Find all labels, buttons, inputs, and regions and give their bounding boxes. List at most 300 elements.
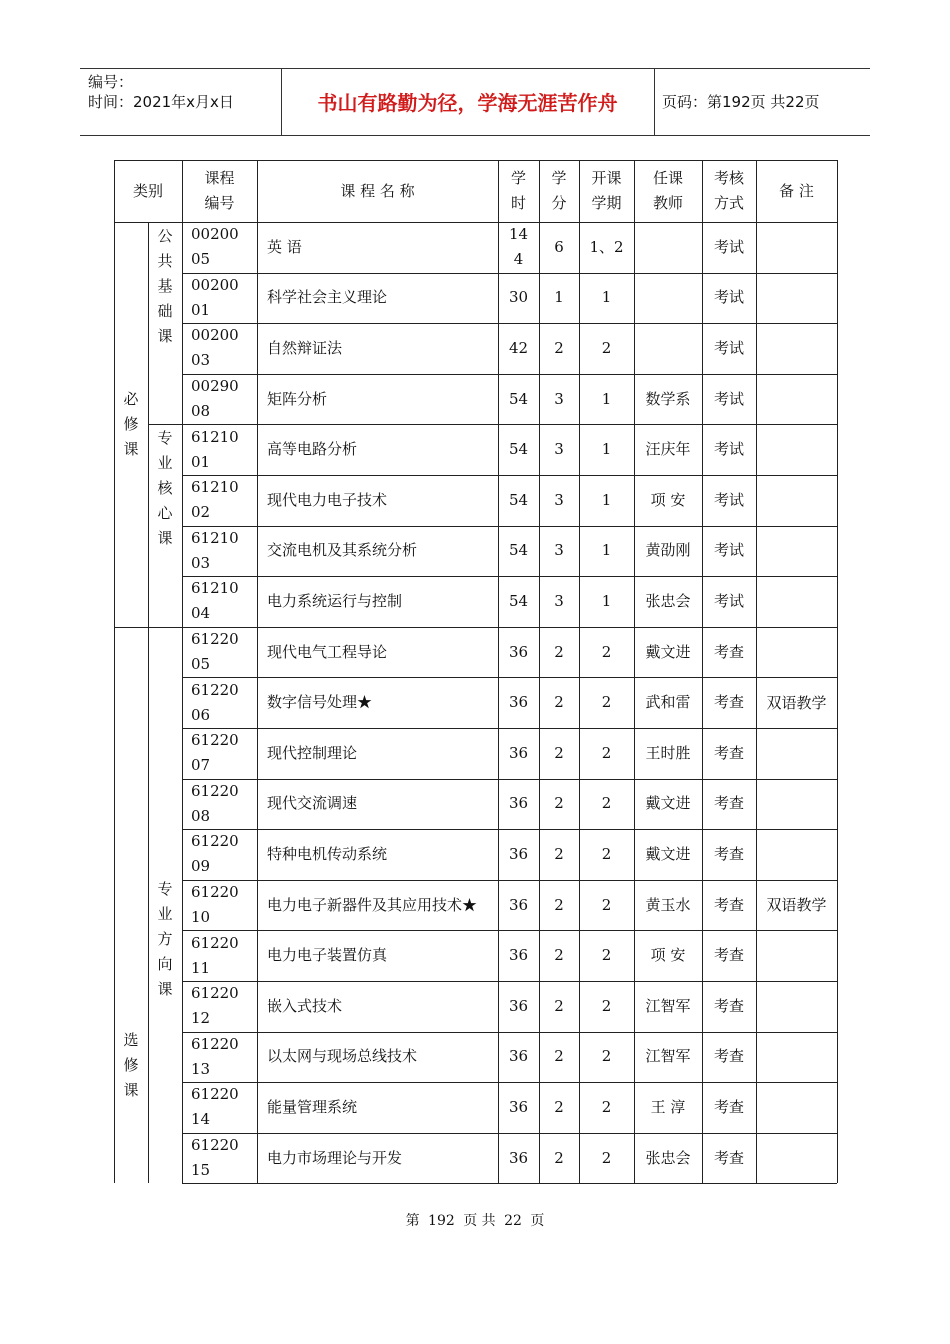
course-remark bbox=[756, 930, 837, 981]
course-name bbox=[257, 1133, 498, 1184]
course-hours bbox=[498, 779, 539, 830]
course-exam bbox=[702, 829, 756, 880]
course-teacher bbox=[634, 222, 702, 273]
footer-mid: 页 共 bbox=[463, 1213, 496, 1229]
course-hours bbox=[498, 930, 539, 981]
header-motto: 书山有路勤为径，学海无涯苦作舟 bbox=[317, 91, 618, 115]
course-hours-text: 36 bbox=[508, 996, 529, 1015]
course-name-text: 电力电子新器件及其应用技术★ bbox=[267, 895, 478, 914]
table-rule bbox=[182, 160, 183, 1183]
course-exam bbox=[702, 222, 756, 273]
course-code bbox=[182, 374, 257, 425]
course-hours-text: 36 bbox=[508, 946, 529, 965]
course-credits-text: 3 bbox=[554, 490, 564, 509]
header-hours-text: 学时 bbox=[510, 169, 526, 212]
course-remark bbox=[756, 1082, 837, 1133]
group-required bbox=[114, 222, 148, 627]
course-name-text: 英 语 bbox=[267, 237, 302, 256]
course-code-text: 6121003 bbox=[191, 528, 239, 572]
course-credits bbox=[539, 930, 579, 981]
course-code-text: 6122015 bbox=[191, 1136, 239, 1180]
course-exam-text: 考查 bbox=[713, 1148, 744, 1167]
header-hours bbox=[498, 160, 539, 222]
course-exam bbox=[702, 1082, 756, 1133]
course-code bbox=[182, 677, 257, 728]
course-semester bbox=[579, 475, 634, 526]
table-rule bbox=[182, 1082, 837, 1083]
header-page-info: 页码：第192页 共22页 bbox=[662, 93, 820, 111]
course-credits bbox=[539, 981, 579, 1032]
course-exam bbox=[702, 526, 756, 577]
course-hours-text: 36 bbox=[508, 743, 529, 762]
course-hours-text: 36 bbox=[508, 794, 529, 813]
page-footer bbox=[0, 1210, 950, 1230]
header-remark bbox=[756, 160, 837, 222]
course-semester bbox=[579, 728, 634, 779]
course-name bbox=[257, 779, 498, 830]
course-credits bbox=[539, 374, 579, 425]
course-code bbox=[182, 779, 257, 830]
course-teacher bbox=[634, 829, 702, 880]
course-credits-text: 2 bbox=[554, 693, 564, 712]
course-code-text: 0020001 bbox=[191, 275, 239, 319]
course-teacher bbox=[634, 728, 702, 779]
course-semester-text: 2 bbox=[601, 1047, 612, 1066]
course-semester bbox=[579, 779, 634, 830]
course-credits bbox=[539, 728, 579, 779]
course-credits bbox=[539, 779, 579, 830]
course-hours-text: 54 bbox=[508, 591, 529, 610]
table-rule bbox=[182, 981, 837, 982]
course-exam bbox=[702, 930, 756, 981]
course-credits-text: 2 bbox=[554, 1097, 564, 1116]
group-public-basic-text: 公共基础课 bbox=[157, 227, 173, 345]
course-exam-text: 考查 bbox=[713, 642, 744, 661]
header-credits bbox=[539, 160, 579, 222]
table-rule bbox=[182, 374, 837, 375]
course-name-text: 自然辩证法 bbox=[267, 338, 343, 357]
course-hours-text: 36 bbox=[508, 693, 529, 712]
course-remark bbox=[756, 222, 837, 273]
course-semester-text: 2 bbox=[601, 794, 612, 813]
course-credits bbox=[539, 475, 579, 526]
course-exam-text: 考查 bbox=[713, 895, 744, 914]
header-teacher-text: 任课教师 bbox=[652, 169, 683, 212]
course-exam bbox=[702, 273, 756, 324]
course-semester bbox=[579, 424, 634, 475]
table-rule bbox=[114, 160, 115, 1183]
header-name bbox=[257, 160, 498, 222]
course-teacher-text: 张忠会 bbox=[645, 591, 691, 610]
course-hours bbox=[498, 1082, 539, 1133]
course-name bbox=[257, 576, 498, 627]
course-name-text: 科学社会主义理论 bbox=[267, 288, 388, 307]
course-code bbox=[182, 930, 257, 981]
course-name-text: 数字信号处理★ bbox=[267, 693, 373, 712]
course-teacher-text: 黄劭刚 bbox=[645, 541, 691, 560]
course-name bbox=[257, 1032, 498, 1083]
course-credits bbox=[539, 627, 579, 678]
footer-page-number: 192 bbox=[428, 1213, 455, 1229]
course-hours-text: 42 bbox=[508, 338, 529, 357]
course-hours bbox=[498, 526, 539, 577]
course-code-text: 6122010 bbox=[191, 883, 239, 927]
course-code-text: 6122005 bbox=[191, 630, 239, 674]
course-remark bbox=[756, 1133, 837, 1184]
course-exam bbox=[702, 424, 756, 475]
course-teacher bbox=[634, 424, 702, 475]
course-teacher-text: 张忠会 bbox=[645, 1148, 691, 1167]
course-hours bbox=[498, 627, 539, 678]
course-hours-text: 30 bbox=[508, 288, 529, 307]
course-semester-text: 2 bbox=[601, 844, 612, 863]
course-hours-text: 54 bbox=[508, 389, 529, 408]
course-semester-text: 2 bbox=[601, 996, 612, 1015]
table-rule bbox=[182, 273, 837, 274]
course-remark bbox=[756, 323, 837, 374]
course-name bbox=[257, 475, 498, 526]
table-rule bbox=[182, 829, 837, 830]
group-core-text: 专业核心课 bbox=[157, 429, 173, 548]
header-code-text: 课程编号 bbox=[204, 169, 235, 212]
course-credits-text: 2 bbox=[554, 1148, 564, 1167]
course-semester-text: 1、2 bbox=[589, 237, 624, 256]
course-teacher-text: 数学系 bbox=[645, 389, 691, 408]
course-name-text: 能量管理系统 bbox=[267, 1097, 358, 1116]
course-remark bbox=[756, 475, 837, 526]
course-teacher-text: 项 安 bbox=[650, 946, 686, 965]
table-rule bbox=[182, 1032, 837, 1033]
course-credits bbox=[539, 526, 579, 577]
course-exam bbox=[702, 880, 756, 931]
course-semester bbox=[579, 677, 634, 728]
course-code bbox=[182, 1133, 257, 1184]
table-rule bbox=[182, 880, 837, 881]
course-exam-text: 考试 bbox=[713, 389, 744, 408]
course-semester bbox=[579, 273, 634, 324]
course-exam bbox=[702, 627, 756, 678]
course-code bbox=[182, 728, 257, 779]
course-name-text: 高等电路分析 bbox=[267, 440, 358, 459]
course-teacher bbox=[634, 323, 702, 374]
course-remark bbox=[756, 829, 837, 880]
course-teacher bbox=[634, 475, 702, 526]
course-semester bbox=[579, 1032, 634, 1083]
course-teacher-text: 黄玉水 bbox=[645, 895, 691, 914]
course-hours-text: 144 bbox=[508, 225, 529, 269]
group-required-text: 必修课 bbox=[123, 389, 139, 458]
course-code bbox=[182, 273, 257, 324]
table-rule bbox=[756, 160, 757, 1183]
course-code bbox=[182, 526, 257, 577]
course-remark bbox=[756, 576, 837, 627]
course-semester-text: 1 bbox=[601, 490, 612, 509]
course-code bbox=[182, 627, 257, 678]
course-exam-text: 考查 bbox=[713, 693, 744, 712]
course-name-text: 电力电子装置仿真 bbox=[267, 946, 388, 965]
course-semester-text: 2 bbox=[601, 338, 612, 357]
course-credits-text: 2 bbox=[554, 895, 564, 914]
course-name-text: 矩阵分析 bbox=[267, 389, 328, 408]
table-rule bbox=[182, 779, 837, 780]
course-code-text: 6122014 bbox=[191, 1085, 239, 1129]
course-remark bbox=[756, 677, 837, 728]
course-name-text: 电力市场理论与开发 bbox=[267, 1148, 403, 1167]
course-code-text: 6122006 bbox=[191, 680, 239, 724]
course-hours bbox=[498, 880, 539, 931]
course-code-text: 0020003 bbox=[191, 326, 239, 370]
table-rule bbox=[182, 576, 837, 577]
course-hours bbox=[498, 424, 539, 475]
table-rule bbox=[182, 526, 837, 527]
course-credits bbox=[539, 273, 579, 324]
course-code-text: 6121001 bbox=[191, 427, 239, 471]
course-semester-text: 2 bbox=[601, 693, 612, 712]
course-hours-text: 36 bbox=[508, 642, 529, 661]
course-name bbox=[257, 273, 498, 324]
table-rule bbox=[182, 323, 837, 324]
course-hours bbox=[498, 273, 539, 324]
course-remark bbox=[756, 880, 837, 931]
course-teacher bbox=[634, 627, 702, 678]
course-code-text: 6122012 bbox=[191, 984, 239, 1028]
course-credits bbox=[539, 677, 579, 728]
table-rule bbox=[114, 160, 837, 161]
course-name bbox=[257, 981, 498, 1032]
course-credits-text: 3 bbox=[554, 440, 564, 459]
course-teacher-text: 江智军 bbox=[645, 1047, 691, 1066]
table-rule bbox=[634, 160, 635, 1183]
course-semester bbox=[579, 576, 634, 627]
course-name-text: 嵌入式技术 bbox=[267, 996, 343, 1015]
course-code bbox=[182, 475, 257, 526]
group-direction bbox=[148, 627, 182, 1183]
course-exam-text: 考试 bbox=[713, 338, 744, 357]
table-rule bbox=[539, 160, 540, 1183]
course-credits bbox=[539, 1032, 579, 1083]
course-hours bbox=[498, 323, 539, 374]
course-name bbox=[257, 1082, 498, 1133]
header-semester-text: 开课学期 bbox=[591, 169, 622, 212]
course-hours-text: 36 bbox=[508, 1047, 529, 1066]
course-code bbox=[182, 323, 257, 374]
course-name-text: 电力系统运行与控制 bbox=[267, 591, 403, 610]
course-teacher bbox=[634, 1032, 702, 1083]
table-rule bbox=[182, 930, 837, 931]
course-hours-text: 36 bbox=[508, 844, 529, 863]
course-semester bbox=[579, 526, 634, 577]
group-core bbox=[148, 424, 182, 626]
header-teacher bbox=[634, 160, 702, 222]
course-teacher bbox=[634, 273, 702, 324]
table-rule bbox=[182, 1133, 837, 1134]
course-teacher-text: 武和雷 bbox=[645, 693, 691, 712]
course-semester-text: 1 bbox=[601, 541, 612, 560]
header-exam bbox=[702, 160, 756, 222]
course-semester bbox=[579, 829, 634, 880]
course-code-text: 6122013 bbox=[191, 1034, 239, 1078]
course-teacher bbox=[634, 1133, 702, 1184]
table-rule bbox=[182, 1183, 837, 1184]
course-semester-text: 2 bbox=[601, 1097, 612, 1116]
table-rule bbox=[182, 728, 837, 729]
course-remark bbox=[756, 526, 837, 577]
group-public-basic bbox=[148, 222, 182, 424]
course-name bbox=[257, 627, 498, 678]
course-exam bbox=[702, 1032, 756, 1083]
course-exam bbox=[702, 323, 756, 374]
course-semester-text: 2 bbox=[601, 743, 612, 762]
course-credits-text: 2 bbox=[554, 338, 564, 357]
course-teacher-text: 项 安 bbox=[650, 490, 686, 509]
course-hours-text: 54 bbox=[508, 490, 529, 509]
course-credits-text: 3 bbox=[554, 591, 564, 610]
course-credits bbox=[539, 323, 579, 374]
course-exam bbox=[702, 475, 756, 526]
course-exam bbox=[702, 981, 756, 1032]
course-exam bbox=[702, 728, 756, 779]
document-number-label: 编号： bbox=[88, 73, 134, 91]
course-code-text: 0020005 bbox=[191, 225, 239, 269]
course-hours bbox=[498, 1032, 539, 1083]
course-name-text: 现代电气工程导论 bbox=[267, 642, 388, 661]
course-credits-text: 2 bbox=[554, 794, 564, 813]
table-rule bbox=[702, 160, 703, 1183]
course-exam-text: 考试 bbox=[713, 591, 744, 610]
group-elective-text: 选修课 bbox=[123, 1030, 139, 1099]
course-teacher-text: 王 淳 bbox=[650, 1097, 686, 1116]
course-teacher-text: 汪庆年 bbox=[645, 440, 691, 459]
course-name bbox=[257, 829, 498, 880]
course-credits-text: 2 bbox=[554, 743, 564, 762]
course-exam-text: 考查 bbox=[713, 794, 744, 813]
course-semester-text: 1 bbox=[601, 591, 612, 610]
course-name bbox=[257, 880, 498, 931]
course-semester-text: 1 bbox=[601, 440, 612, 459]
course-credits-text: 2 bbox=[554, 1047, 564, 1066]
course-teacher-text: 戴文进 bbox=[645, 844, 691, 863]
course-exam-text: 考查 bbox=[713, 996, 744, 1015]
course-name-text: 特种电机传动系统 bbox=[267, 844, 388, 863]
course-credits bbox=[539, 222, 579, 273]
course-exam bbox=[702, 1133, 756, 1184]
course-hours bbox=[498, 829, 539, 880]
course-semester bbox=[579, 627, 634, 678]
course-hours bbox=[498, 374, 539, 425]
footer-prefix: 第 bbox=[405, 1213, 420, 1229]
course-exam-text: 考试 bbox=[713, 237, 744, 256]
table-rule bbox=[837, 160, 838, 1183]
course-remark bbox=[756, 1032, 837, 1083]
course-exam-text: 考查 bbox=[713, 1097, 744, 1116]
course-name-text: 现代控制理论 bbox=[267, 743, 358, 762]
table-rule bbox=[498, 160, 499, 1183]
course-hours bbox=[498, 222, 539, 273]
course-remark bbox=[756, 981, 837, 1032]
course-hours bbox=[498, 981, 539, 1032]
course-name bbox=[257, 677, 498, 728]
course-code bbox=[182, 222, 257, 273]
course-teacher bbox=[634, 526, 702, 577]
course-remark bbox=[756, 273, 837, 324]
course-name bbox=[257, 374, 498, 425]
course-code bbox=[182, 424, 257, 475]
header-code bbox=[182, 160, 257, 222]
course-exam-text: 考试 bbox=[713, 490, 744, 509]
course-name bbox=[257, 526, 498, 577]
course-semester bbox=[579, 1133, 634, 1184]
course-teacher bbox=[634, 779, 702, 830]
course-exam bbox=[702, 779, 756, 830]
course-code-text: 6121002 bbox=[191, 478, 239, 522]
course-semester bbox=[579, 930, 634, 981]
course-credits-text: 3 bbox=[554, 541, 564, 560]
course-name bbox=[257, 424, 498, 475]
course-semester-text: 2 bbox=[601, 946, 612, 965]
course-credits bbox=[539, 1082, 579, 1133]
course-teacher bbox=[634, 981, 702, 1032]
course-code-text: 6121004 bbox=[191, 579, 239, 623]
course-semester-text: 1 bbox=[601, 288, 612, 307]
course-credits-text: 2 bbox=[554, 946, 564, 965]
course-code bbox=[182, 829, 257, 880]
course-name bbox=[257, 222, 498, 273]
header-semester bbox=[579, 160, 634, 222]
course-credits-text: 3 bbox=[554, 389, 564, 408]
course-code-text: 0029008 bbox=[191, 377, 239, 421]
header-name-text: 课 程 名 称 bbox=[340, 181, 415, 200]
course-code-text: 6122009 bbox=[191, 832, 239, 876]
course-hours bbox=[498, 475, 539, 526]
course-credits bbox=[539, 1133, 579, 1184]
course-semester-text: 2 bbox=[601, 642, 612, 661]
course-teacher bbox=[634, 880, 702, 931]
course-credits bbox=[539, 424, 579, 475]
course-code bbox=[182, 1032, 257, 1083]
table-rule bbox=[182, 677, 837, 678]
course-credits-text: 1 bbox=[554, 288, 564, 307]
header-category bbox=[114, 160, 182, 222]
course-teacher bbox=[634, 677, 702, 728]
course-remark bbox=[756, 627, 837, 678]
course-hours bbox=[498, 1133, 539, 1184]
course-semester-text: 2 bbox=[601, 895, 612, 914]
course-exam-text: 考查 bbox=[713, 1047, 744, 1066]
header-remark-text: 备 注 bbox=[779, 181, 814, 200]
course-name bbox=[257, 728, 498, 779]
course-hours-text: 54 bbox=[508, 440, 529, 459]
course-semester bbox=[579, 374, 634, 425]
course-credits bbox=[539, 576, 579, 627]
course-hours-text: 36 bbox=[508, 1097, 529, 1116]
course-exam-text: 考查 bbox=[713, 743, 744, 762]
course-credits bbox=[539, 880, 579, 931]
document-time-label: 时间：2021年x月x日 bbox=[88, 93, 234, 111]
course-credits-text: 6 bbox=[554, 237, 564, 256]
course-teacher-text: 王时胜 bbox=[645, 743, 691, 762]
course-hours bbox=[498, 576, 539, 627]
course-teacher-text: 戴文进 bbox=[645, 794, 691, 813]
course-hours-text: 54 bbox=[508, 541, 529, 560]
course-code bbox=[182, 981, 257, 1032]
footer-suffix: 页 bbox=[530, 1213, 545, 1229]
course-code bbox=[182, 576, 257, 627]
course-code bbox=[182, 880, 257, 931]
course-semester bbox=[579, 222, 634, 273]
course-hours bbox=[498, 677, 539, 728]
course-name-text: 现代交流调速 bbox=[267, 794, 358, 813]
table-rule bbox=[114, 627, 837, 628]
